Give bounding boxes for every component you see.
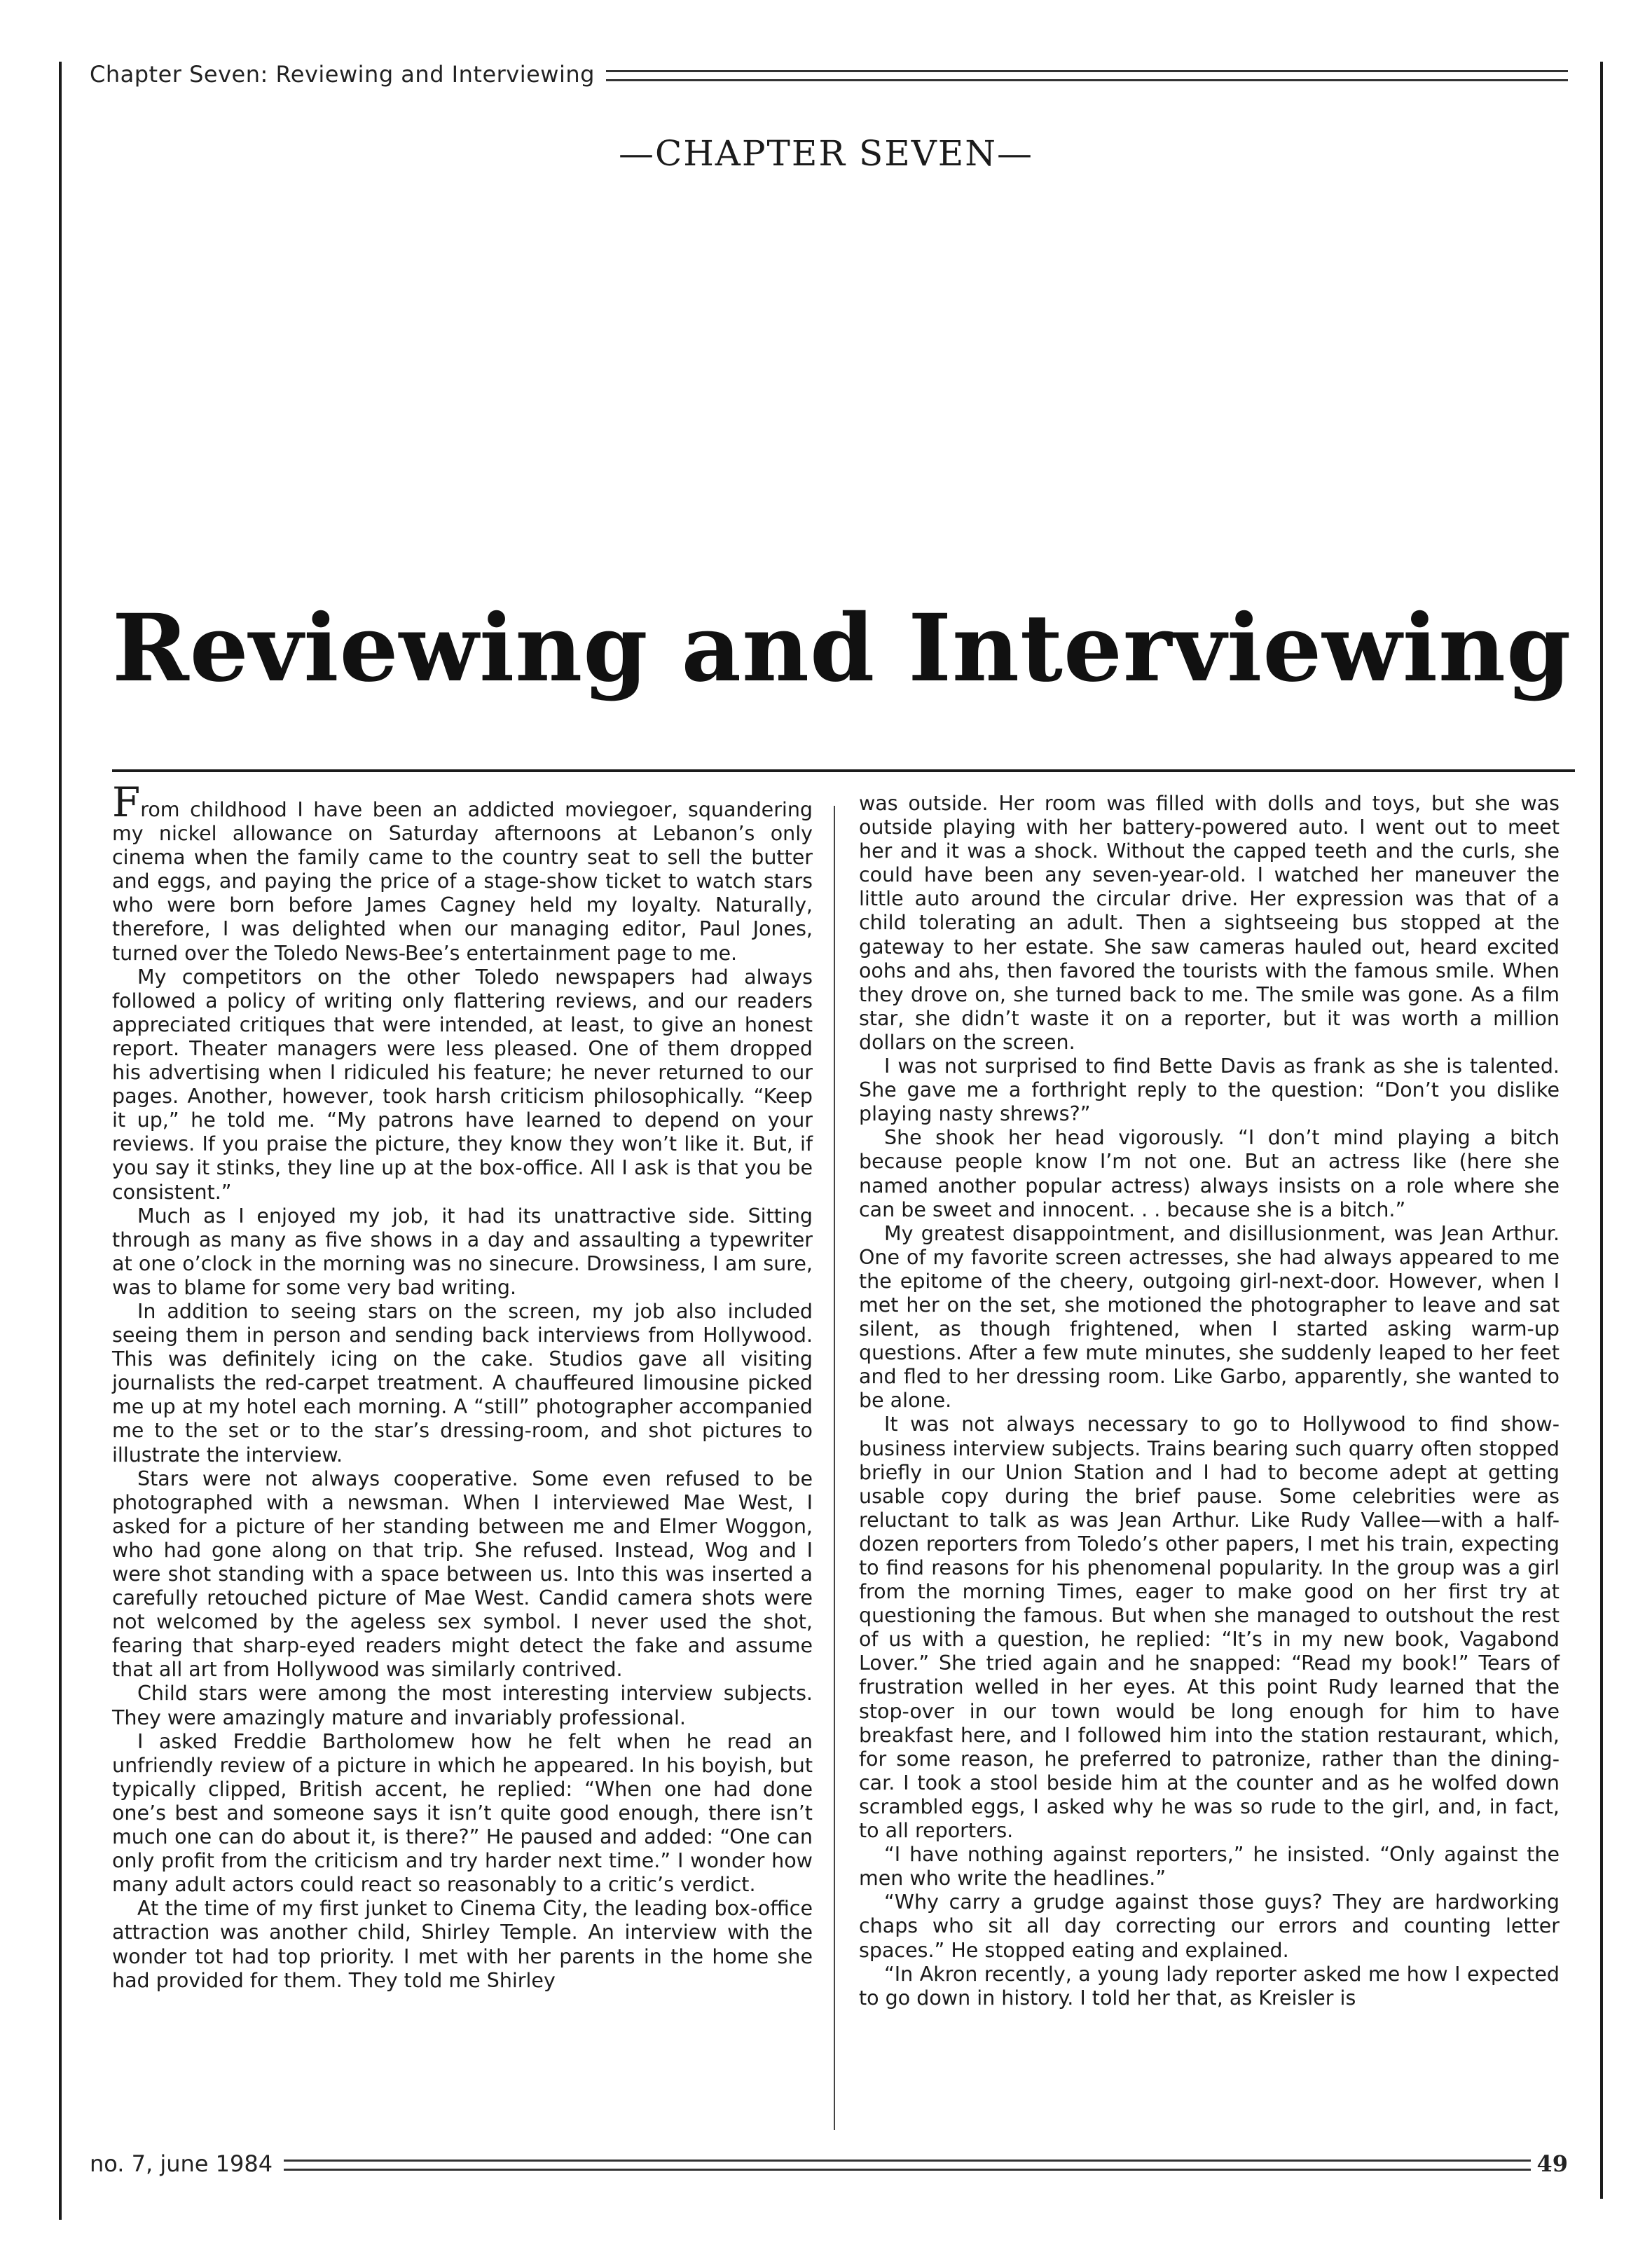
paragraph: My greatest disappointment, and disillusionment, was Jean Arthur. One of my favorite screen actresses, she had always appeared to me the epitome of the cheery, outgoing girl-next-door. However, when I met her on the set, she motioned the photographer to leave and sat silent, as though frightened, when I started asking warm-up questions. After a few mute minutes, she suddenly leaped to her feet and fled to her dressing room. Like Garbo, apparently, she wanted to be alone.: [859, 1221, 1560, 1413]
running-head-rule: [606, 70, 1568, 81]
paragraph: “In Akron recently, a young lady reporter asked me how I expected to go down in history. I told her that, as Kreisler is: [859, 1962, 1560, 2010]
title-rule: [112, 769, 1575, 772]
page-footer: [90, 2147, 1568, 2181]
paragraph: In addition to seeing stars on the screen, my job also included seeing them in person and sending back interviews from Hollywood. This was definitely icing on the cake. Studios gave all visiting journalists the red-carpet treatment. A chauffeured limousine picked me up at my hotel each morning. A “still” photographer accompanied me to the set or to the star’s dressing-room, and shot pictures to illustrate the interview.: [112, 1299, 813, 1467]
paragraph: I asked Freddie Bartholomew how he felt when he read an unfriendly review of a picture in which he appeared. In his boyish, but typically clipped, British accent, he replied: “When one had done one’s best and someone says it isn’t quite good enough, there isn’t much one can do about it, is there?” He paused and added: “One can only profit from the criticism and try harder next time.” I wonder how many adult actors could react so reasonably to a critic’s verdict.: [112, 1729, 813, 1897]
chapter-label: —CHAPTER SEVEN—: [618, 133, 1034, 174]
running-head: [90, 57, 1568, 91]
paragraph: She shook her head vigorously. “I don’t mind playing a bitch because people know I’m not one. But an actress like (here she named another popular actress) always insists on a role where she can be sweet and innocent. . . because she is a bitch.”: [859, 1126, 1560, 1221]
drop-cap: F: [112, 778, 141, 826]
paragraph: [112, 778, 813, 966]
right-margin-rule: [1600, 62, 1603, 2199]
paragraph: “Why carry a grudge against those guys? They are hardworking chaps who sit all day correcting our errors and counting letter spaces.” He stopped eating and explained.: [859, 1890, 1560, 1962]
column-divider: [834, 806, 835, 2130]
paragraph: My competitors on the other Toledo newspapers had always followed a policy of writing only flattering reviews, and our readers appreciated critiques that were intended, at least, to give an honest report. Theater managers were less pleased. One of them dropped his advertising when I ridiculed his feature; he never returned to our pages. Another, however, took harsh criticism philosophically. “Keep it up,” he told me. “My patrons have learned to depend on your reviews. If you praise the picture, they know they won’t like it. But, if you say it stinks, they line up at the box-office. All I ask is that you be consistent.”: [112, 965, 813, 1204]
page-number: 49: [1536, 2150, 1568, 2177]
paragraph: “I have nothing against reporters,” he insisted. “Only against the men who write the headlines.”: [859, 1843, 1560, 1890]
paragraph: was outside. Her room was filled with dolls and toys, but she was outside playing with her battery-powered auto. I went out to meet her and it was a shock. Without the capped teeth and the curls, she could have been any seven-year-old. I watched her maneuver the little auto around the circular drive. Her expression was that of a child tolerating an adult. Then a sightseeing bus stopped at the gateway to her estate. She saw cameras hauled out, heard excited oohs and ahs, then favored the tourists with the famous smile. When they drove on, she turned back to me. The smile was gone. As a film star, she didn’t waste it on a reporter, but it was worth a million dollars on the screen.: [859, 792, 1560, 1054]
paragraph: At the time of my first junket to Cinema City, the leading box-office attraction was another child, Shirley Temple. An interview with the wonder tot had top priority. I met with her parents in the home she had provided for them. They told me Shirley: [112, 1897, 813, 1992]
paragraph: Stars were not always cooperative. Some even refused to be photographed with a newsman. When I interviewed Mae West, I asked for a picture of her standing between me and Elmer Woggon, who had gone along on that trip. She refused. Instead, Wog and I were shot standing with a space between us. Into this was inserted a carefully retouched picture of Mae West. Candid camera shots were not welcomed by the ageless sex symbol. I never used the shot, fearing that sharp-eyed readers might detect the fake and assume that all art from Hollywood was similarly contrived.: [112, 1467, 813, 1682]
issue-label: no. 7, june 1984: [90, 2150, 273, 2177]
left-column: [112, 778, 813, 1993]
article-title: Reviewing and Interviewing: [112, 594, 1572, 703]
paragraph: Child stars were among the most interesting interview subjects. They were amazingly mature and invariably professional.: [112, 1682, 813, 1729]
running-head-text: Chapter Seven: Reviewing and Interviewing: [90, 61, 595, 88]
right-column: [859, 792, 1560, 2010]
paragraph-text: rom childhood I have been an addicted moviegoer, squandering my nickel allowance on Saturday afternoons at Lebanon’s only cinema when the family came to the country seat to sell the butter and eggs, and paying the price of a stage-show ticket to watch stars who were born before James Cagney held my loyalty. Naturally, therefore, I was delighted when our managing editor, Paul Jones, turned over the Toledo News-Bee’s entertainment page to me.: [112, 798, 813, 965]
left-margin-rule: [59, 62, 62, 2220]
paragraph: Much as I enjoyed my job, it had its unattractive side. Sitting through as many as five shows in a day and assaulting a typewriter at one o’clock in the morning was no sinecure. Drowsiness, I am sure, was to blame for some very bad writing.: [112, 1204, 813, 1299]
paragraph: I was not surprised to find Bette Davis as frank as she is talented. She gave me a forthright reply to the question: “Don’t you dislike playing nasty shrews?”: [859, 1055, 1560, 1126]
footer-rule: [284, 2160, 1531, 2171]
paragraph: It was not always necessary to go to Hollywood to find show-business interview subjects. Trains bearing such quarry often stopped briefly in our Union Station and I had to become adept at getting usable copy during the brief pause. Some celebrities were as reluctant to talk as was Jean Arthur. Like Rudy Vallee—with a half-dozen reporters from Toledo’s other papers, I met his train, expecting to find reasons for his phenomenal popularity. In the group was a girl from the morning Times, eager to make good on her first try at questioning the famous. But when she managed to outshout the rest of us with a question, he replied: “It’s in my new book, Vagabond Lover.” She tried again and he snapped: “Read my book!” Tears of frustration welled in her eyes. At this point Rudy learned that the stop-over in our town would be long enough for him to have breakfast here, and I followed him into the station restaurant, which, for some reason, he preferred to patronize, rather than the dining-car. I took a stool beside him at the counter and as he wolfed down scrambled eggs, I asked why he was so rude to the girl, and, in fact, to all reporters.: [859, 1413, 1560, 1843]
